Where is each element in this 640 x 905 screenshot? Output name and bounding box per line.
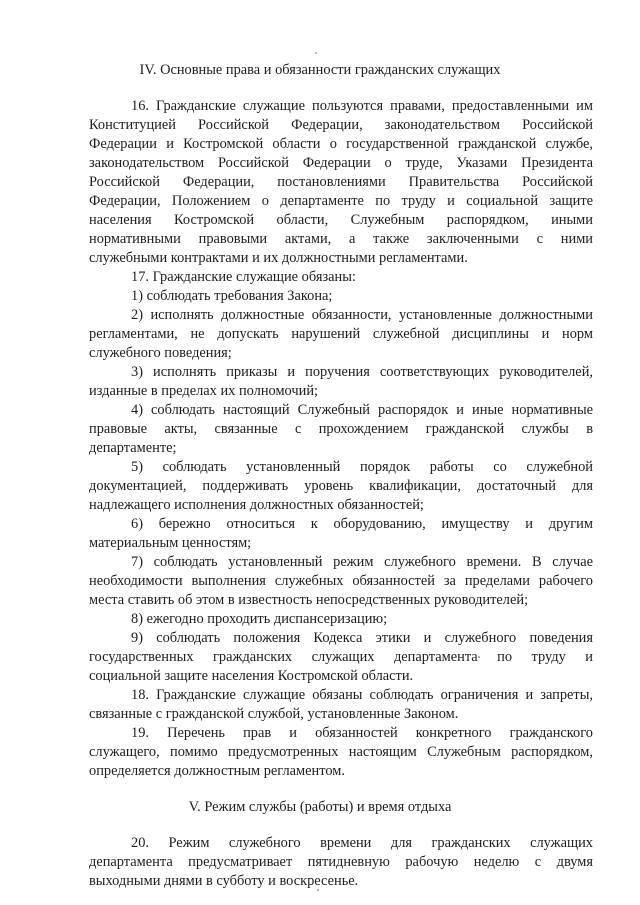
text-line: служебными контрактами и их должностными регламентами. [89, 250, 468, 266]
text-line: Конституцией Российской Федерации, законодательством Российской [89, 117, 593, 133]
text-line: выходными днями в субботу и воскресенье. [89, 873, 359, 889]
text-line: служебного поведения; [89, 345, 232, 361]
text-line: 20. Режим служебного времени для гражданских служащих [131, 835, 593, 851]
text-line: Федерации и Костромской области о государственной гражданской службе, [89, 136, 593, 152]
text-line: 7) соблюдать установленный режим служебного времени. В случае [131, 554, 593, 570]
text-line: 16. Гражданские служащие пользуются правами, предоставленными им [131, 98, 593, 114]
text-line: связанные с гражданской службой, установленные Законом. [89, 706, 459, 722]
text-line: социальной защите населения Костромской области. [89, 668, 414, 684]
text-line: регламентами, не допускать нарушений служебной дисциплины и норм [89, 326, 593, 342]
section-heading-iv: IV. Основные права и обязанности гражданских служащих [139, 62, 501, 78]
text-line: служащего, помимо предусмотренных настоящим Служебным распорядком, [89, 744, 593, 760]
text-line: места ставить об этом в известность непосредственных руководителей; [89, 592, 529, 608]
section-heading-v: V. Режим службы (работы) и время отдыха [188, 799, 452, 815]
text-line: нормативными правовыми актами, а также заключенными с ними [89, 231, 593, 247]
text-line: необходимости выполнения служебных обязанностей за пределами рабочего [89, 573, 593, 589]
text-line: документацией, поддерживать уровень квалификации, достаточный для [89, 478, 593, 494]
text-line: 1) соблюдать требования Закона; [131, 288, 333, 304]
scan-speck [317, 889, 319, 891]
text-line: правовые акты, связанные с прохождением гражданской службы в [89, 421, 593, 437]
text-line: государственных гражданских служащих департамента по труду и [89, 649, 593, 665]
text-line: департамента предусматривает пятидневную рабочую неделю с двумя [89, 854, 593, 870]
text-line: 6) бережно относиться к оборудованию, имуществу и другим [131, 516, 593, 532]
text-line: 8) ежегодно проходить диспансеризацию; [131, 611, 388, 627]
text-line: 17. Гражданские служащие обязаны: [131, 269, 356, 285]
text-line: Федерации, Положением о департаменте по труду и социальной защите [89, 193, 593, 209]
text-line: 3) исполнять приказы и поручения соответствующих руководителей, [131, 364, 593, 380]
text-line: 4) соблюдать настоящий Служебный распорядок и иные нормативные [131, 402, 593, 418]
text-line: законодательством Российской Федерации о труде, Указами Президента [89, 155, 593, 171]
text-line: изданные в пределах их полномочий; [89, 383, 319, 399]
text-line: надлежащего исполнения должностных обязанностей; [89, 497, 424, 513]
text-line: 9) соблюдать положения Кодекса этики и служебного поведения [131, 630, 593, 646]
scan-speck [315, 52, 317, 54]
text-line: 19. Перечень прав и обязанностей конкретного гражданского [131, 725, 593, 741]
text-line: 5) соблюдать установленный порядок работы со служебной [131, 459, 593, 475]
text-line: Российской Федерации, постановлениями Правительства Российской [89, 174, 593, 190]
text-line: департаменте; [89, 440, 177, 456]
text-line: материальным ценностям; [89, 535, 252, 551]
text-line: 2) исполнять должностные обязанности, установленные должностными [131, 307, 593, 323]
text-line: населения Костромской области, Служебным распорядком, иными [89, 212, 593, 228]
text-line: определяется должностным регламентом. [89, 763, 345, 779]
text-line: 18. Гражданские служащие обязаны соблюдать ограничения и запреты, [131, 687, 593, 703]
